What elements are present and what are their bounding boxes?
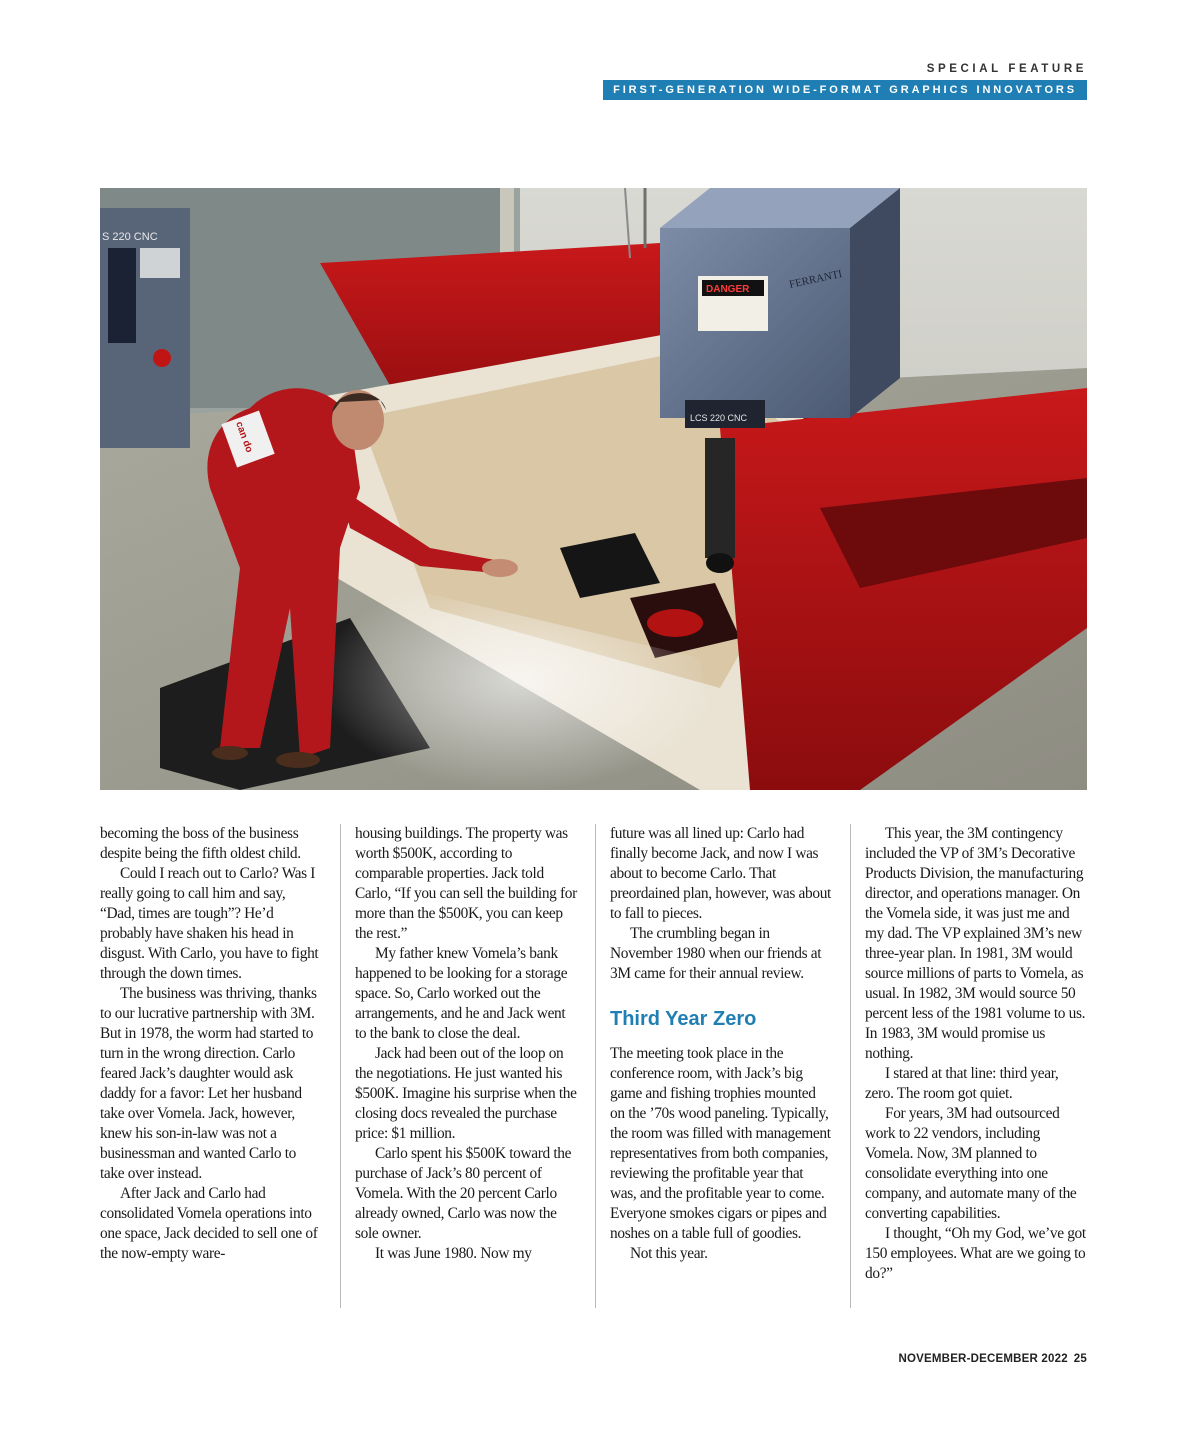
text-column-4 bbox=[865, 824, 1087, 1284]
panel-model-label: S 220 CNC bbox=[102, 231, 158, 243]
paragraph: The crumbling began in November 1980 when our friends at 3M came for their annual review. bbox=[610, 925, 822, 982]
paragraph: Not this year. bbox=[630, 1245, 708, 1262]
danger-label: DANGER bbox=[706, 284, 750, 295]
paragraph: housing buildings. The property was worth $500K, according to comparable properties. Jack told Carlo, “If you can sell the building for more than the $500K, you can keep the rest.” bbox=[355, 825, 577, 942]
paragraph: Could I reach out to Carlo? Was I really going to call him and say, “Dad, times are tough”? He’d probably have shaken his head in disgust. With Carlo, you have to fight through the down times. bbox=[100, 865, 319, 982]
paragraph: Carlo spent his $500K toward the purchase of Jack’s 80 percent of Vomela. With the 20 percent Carlo already owned, Carlo was now the sole owner. bbox=[355, 1145, 572, 1242]
feature-photo bbox=[100, 188, 1087, 790]
section-kicker: SPECIAL FEATURE bbox=[926, 63, 1087, 75]
paragraph: This year, the 3M contingency included the VP of 3M’s Decorative Products Division, the manufacturing director, and operations manager. On the Vomela side, it was just me and my dad. The VP explained 3M’s new three-year plan. In 1981, 3M would source millions of parts to Vomela, as usual. In 1982, 3M would source 50 percent less of the 1981 volume to us. In 1983, 3M would promise us nothing. bbox=[865, 825, 1086, 1062]
feature-banner: FIRST-GENERATION WIDE-FORMAT GRAPHICS INNOVATORS bbox=[603, 80, 1087, 100]
column-divider bbox=[850, 824, 851, 1308]
text-column-3 bbox=[610, 824, 832, 1264]
paragraph: I stared at that line: third year, zero. The room got quiet. bbox=[865, 1065, 1059, 1102]
shirt-logo: can do bbox=[233, 420, 255, 455]
issue-date: NOVEMBER-DECEMBER 2022 bbox=[898, 1353, 1068, 1365]
paragraph: For years, 3M had outsourced work to 22 vendors, including Vomela. Now, 3M planned to consolidate everything into one company, and automate many of the converting capabilities. bbox=[865, 1105, 1077, 1222]
paragraph: The meeting took place in the conference room, with Jack’s big game and fishing trophies mounted on the ’70s wood paneling. Typically, the room was filled with management representatives from both companies, reviewing the profitable year that was, and the profitable year to come. Everyone smokes cigars or pipes and noshes on a table full of goodies. bbox=[610, 1045, 831, 1242]
text-column-1 bbox=[100, 824, 322, 1264]
column-divider bbox=[595, 824, 596, 1308]
paragraph: After Jack and Carlo had consolidated Vomela operations into one space, Jack decided to sell one of the now-empty ware- bbox=[100, 1185, 318, 1262]
column-divider bbox=[340, 824, 341, 1308]
laser-cutting-machine-photo bbox=[100, 188, 1087, 790]
machine-model-label: LCS 220 CNC bbox=[690, 413, 748, 423]
text-column-2 bbox=[355, 824, 577, 1264]
brand-label: FERRANTI bbox=[788, 268, 844, 291]
page-footer bbox=[899, 1353, 1087, 1365]
paragraph: The business was thriving, thanks to our lucrative partnership with 3M. But in 1978, the worm had started to turn in the wrong direction. Carlo feared Jack’s daughter would ask daddy for a favor: Let her husband take over Vomela. Jack, however, knew his son-in-law was not a businessman and wanted Carlo to take over instead. bbox=[100, 985, 317, 1182]
paragraph: becoming the boss of the business despite being the fifth oldest child. bbox=[100, 825, 301, 862]
paragraph: future was all lined up: Carlo had finally become Jack, and now I was about to become Carlo. That preordained plan, however, was about to fall to pieces. bbox=[610, 825, 831, 922]
paragraph: It was June 1980. Now my bbox=[375, 1245, 532, 1262]
section-heading: Third Year Zero bbox=[610, 1008, 757, 1030]
paragraph: My father knew Vomela’s bank happened to be looking for a storage space. So, Carlo worked out the arrangements, and he and Jack went to the bank to close the deal. bbox=[355, 945, 568, 1042]
paragraph: I thought, “Oh my God, we’ve got 150 employees. What are we going to do?” bbox=[865, 1225, 1086, 1282]
paragraph: Jack had been out of the loop on the negotiations. He just wanted his $500K. Imagine his surprise when the closing docs revealed the purchase price: $1 million. bbox=[355, 1045, 577, 1142]
page-number: 25 bbox=[1073, 1353, 1087, 1365]
